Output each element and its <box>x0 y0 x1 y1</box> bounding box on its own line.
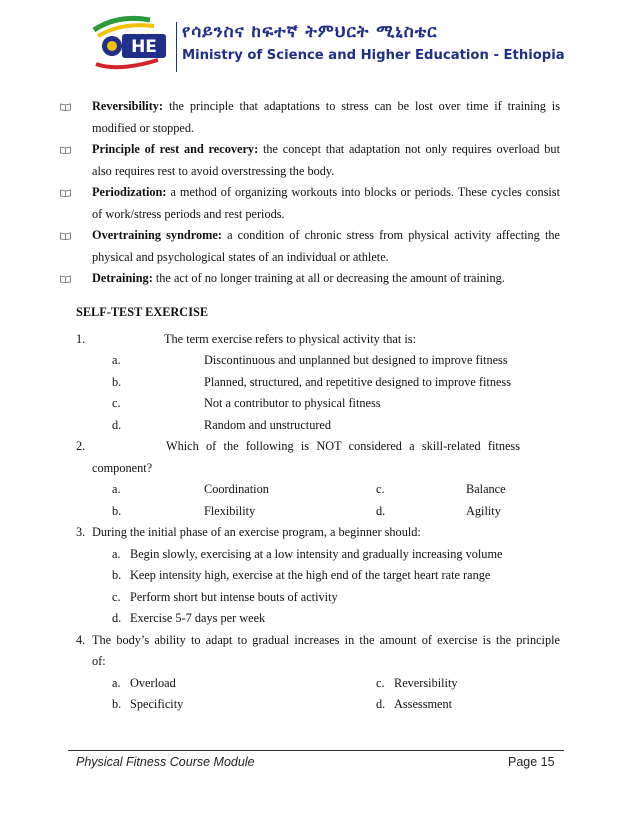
definition-term: Reversibility: <box>92 99 164 113</box>
option-letter: d. <box>376 697 386 711</box>
answer-option <box>76 353 560 375</box>
option-text: Exercise 5-7 days per week <box>130 611 266 625</box>
option-text: Begin slowly, exercising at a low intensity and gradually increasing volume <box>130 546 503 561</box>
definition-item <box>76 225 560 268</box>
option-text: Balance <box>466 482 506 496</box>
option-text: Specificity <box>130 697 184 711</box>
definitions-list <box>76 96 560 290</box>
page-content <box>76 96 560 719</box>
question-3 <box>76 525 560 547</box>
option-text: Random and unstructured <box>204 417 332 432</box>
question-2 <box>76 439 560 461</box>
book-bullet-icon <box>60 146 71 154</box>
book-bullet-icon <box>60 232 71 240</box>
answer-option <box>76 375 560 397</box>
question-number: 3. <box>76 525 86 539</box>
question-4-continued <box>76 654 560 676</box>
question-text: The body’s ability to adapt to gradual increases in the amount of exercise is the principle <box>92 632 560 647</box>
book-bullet-icon <box>60 275 71 283</box>
section-title: SELF-TEST EXERCISE <box>76 304 209 319</box>
option-text: Keep intensity high, exercise at the high end of the target heart rate range <box>130 568 491 582</box>
option-text: Coordination <box>204 482 269 496</box>
header-divider <box>176 22 177 72</box>
definition-item <box>76 96 560 139</box>
option-letter: d. <box>376 503 386 518</box>
option-letter: c. <box>112 589 121 604</box>
definition-item <box>76 139 560 182</box>
definition-text: the concept that adaptation not only requires overload but also requires rest to avoid overstressing the body. <box>92 142 560 178</box>
option-text: Assessment <box>394 697 453 711</box>
answer-option <box>76 418 560 440</box>
option-text: Planned, structured, and repetitive designed to improve fitness <box>204 374 512 389</box>
footer-divider <box>68 750 564 751</box>
footer-page-number: Page 15 <box>508 755 555 769</box>
option-text: Perform short but intense bouts of activity <box>130 589 338 604</box>
option-letter: d. <box>112 611 122 625</box>
option-text: Flexibility <box>204 503 256 518</box>
option-letter: b. <box>112 374 122 389</box>
option-letter: b. <box>112 697 122 711</box>
footer-course-title: Physical Fitness Course Module <box>76 755 255 769</box>
answer-option-row <box>76 676 560 698</box>
question-text: The term exercise refers to physical activity that is: <box>164 331 416 346</box>
answer-option-row <box>76 504 560 526</box>
question-number: 2. <box>76 439 86 453</box>
definition-term: Overtraining syndrome: <box>92 228 222 242</box>
option-letter: a. <box>112 353 121 367</box>
question-number: 4. <box>76 632 86 647</box>
answer-option <box>76 611 560 633</box>
question-2-continued <box>76 461 560 483</box>
answer-option <box>76 396 560 418</box>
option-letter: b. <box>112 503 122 518</box>
ministry-logo <box>88 10 172 72</box>
definition-term: Principle of rest and recovery: <box>92 142 259 156</box>
question-text-continued: component? <box>92 460 153 475</box>
definition-item <box>76 268 560 290</box>
option-text: Agility <box>466 503 501 518</box>
answer-option <box>76 590 560 612</box>
page-header <box>88 10 565 72</box>
question-4 <box>76 633 560 655</box>
option-text: Not a contributor to physical fitness <box>204 396 381 410</box>
option-letter: c. <box>376 482 385 496</box>
answer-option-row <box>76 697 560 719</box>
book-bullet-icon <box>60 189 71 197</box>
option-letter: b. <box>112 568 122 582</box>
definition-term: Periodization: <box>92 185 167 199</box>
definition-text: a method of organizing workouts into blocks or periods. These cycles consist of work/stress periods and rest periods. <box>92 185 560 221</box>
definition-term: Detraining: <box>92 271 153 285</box>
definition-text: the act of no longer training at all or decreasing the amount of training. <box>152 271 505 285</box>
option-letter: d. <box>112 417 122 432</box>
question-1 <box>76 332 560 354</box>
definition-text: the principle that adaptations to stress can be lost over time if training is modified or stopped. <box>92 99 560 135</box>
question-text-continued: of: <box>92 654 106 668</box>
option-text: Reversibility <box>394 675 458 690</box>
option-letter: c. <box>112 396 121 410</box>
question-text: Which of the following is NOT considered a skill-related fitness <box>166 439 520 453</box>
logo-text: HE <box>131 37 157 57</box>
answer-option <box>76 547 560 569</box>
option-letter: a. <box>112 546 121 561</box>
definition-item <box>76 182 560 225</box>
org-name-amharic: የሳይንስና ከፍተኛ ትምህርት ሚኒስቴር <box>182 22 438 42</box>
option-letter: c. <box>376 675 385 690</box>
answer-option-row <box>76 482 560 504</box>
option-letter: a. <box>112 482 121 496</box>
question-text: During the initial phase of an exercise program, a beginner should: <box>92 525 421 539</box>
option-letter: a. <box>112 675 121 690</box>
option-text: Overload <box>130 675 176 690</box>
definition-text: a condition of chronic stress from physical activity affecting the physical and psychological states of an individual or athlete. <box>92 228 560 264</box>
question-number: 1. <box>76 331 86 346</box>
answer-option <box>76 568 560 590</box>
org-name-english: Ministry of Science and Higher Education - Ethiopia <box>182 48 565 63</box>
option-text: Discontinuous and unplanned but designed to improve fitness <box>204 353 508 367</box>
book-bullet-icon <box>60 103 71 111</box>
